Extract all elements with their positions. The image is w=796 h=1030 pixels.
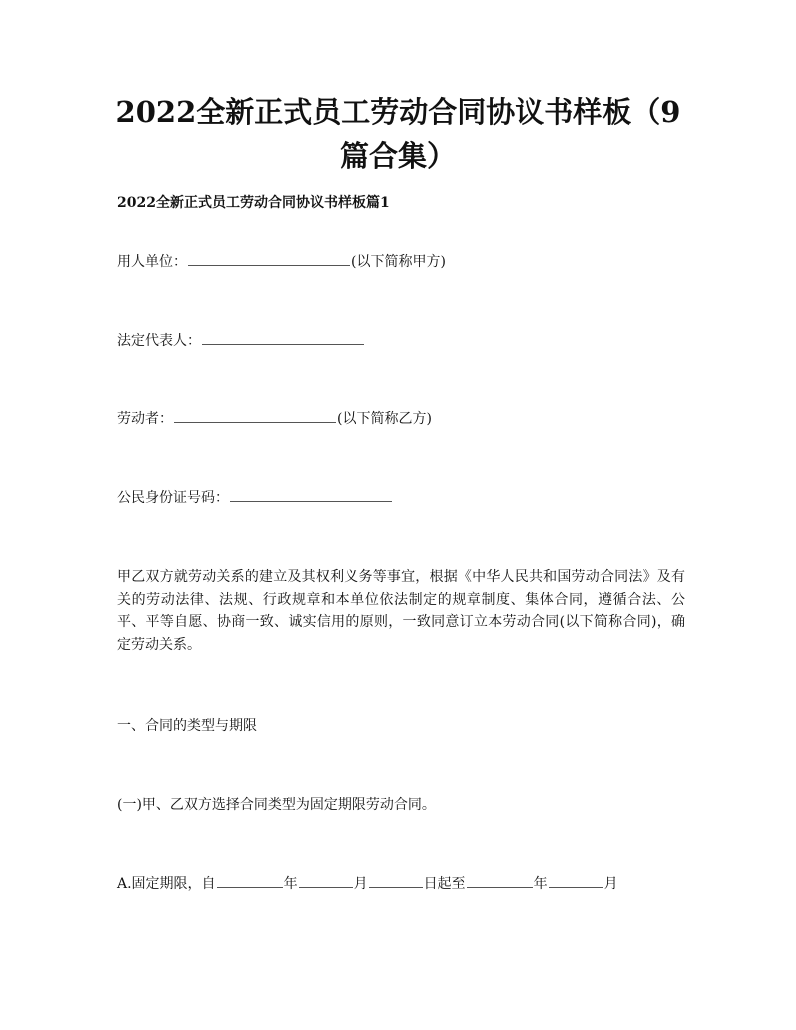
employer-line <box>117 251 446 273</box>
intro-paragraph: 甲乙双方就劳动关系的建立及其权利义务等事宜，根据《中华人民共和国劳动合同法》及有关的劳动法律、法规、行政规章和本单位依法制定的规章制度、集体合同，遵循合法、公平、平等自愿、协商一致、诚实信用的原则，一致同意订立本劳动合同(以下简称合同)，确定劳动关系。 <box>117 569 685 653</box>
term-day-from-label: 日起至 <box>423 876 466 892</box>
term-month2-label: 月 <box>603 876 618 892</box>
document-title-line-1: 2022全新正式员工劳动合同协议书样板（9 <box>115 95 681 129</box>
employer-label: 用人单位： <box>117 254 187 270</box>
end-year-blank <box>467 873 533 888</box>
employer-blank <box>188 251 350 266</box>
start-year-blank <box>217 873 283 888</box>
employer-suffix: (以下简称甲方) <box>351 254 446 270</box>
start-month-blank <box>299 873 353 888</box>
start-day-blank <box>369 873 423 888</box>
id-number-blank <box>230 487 392 502</box>
legal-rep-line <box>117 330 365 352</box>
id-number-line <box>117 487 393 509</box>
clause-1: (一)甲、乙双方选择合同类型为固定期限劳动合同。 <box>117 797 436 813</box>
id-number-label: 公民身份证号码： <box>117 490 229 506</box>
section-1-heading: 一、合同的类型与期限 <box>117 718 257 734</box>
document-title-line-2: 篇合集） <box>339 139 456 173</box>
worker-blank <box>174 408 336 423</box>
legal-rep-blank <box>202 330 364 345</box>
term-year-label: 年 <box>283 876 298 892</box>
worker-suffix: (以下简称乙方) <box>337 411 432 427</box>
legal-rep-label: 法定代表人： <box>117 333 201 349</box>
section-subtitle: 2022全新正式员工劳动合同协议书样板篇1 <box>117 195 390 211</box>
worker-line <box>117 408 432 430</box>
term-prefix: A.固定期限，自 <box>117 876 216 892</box>
term-month-label: 月 <box>353 876 368 892</box>
term-year2-label: 年 <box>533 876 548 892</box>
term-line <box>117 873 618 895</box>
end-month-blank <box>549 873 603 888</box>
worker-label: 劳动者： <box>117 411 173 427</box>
